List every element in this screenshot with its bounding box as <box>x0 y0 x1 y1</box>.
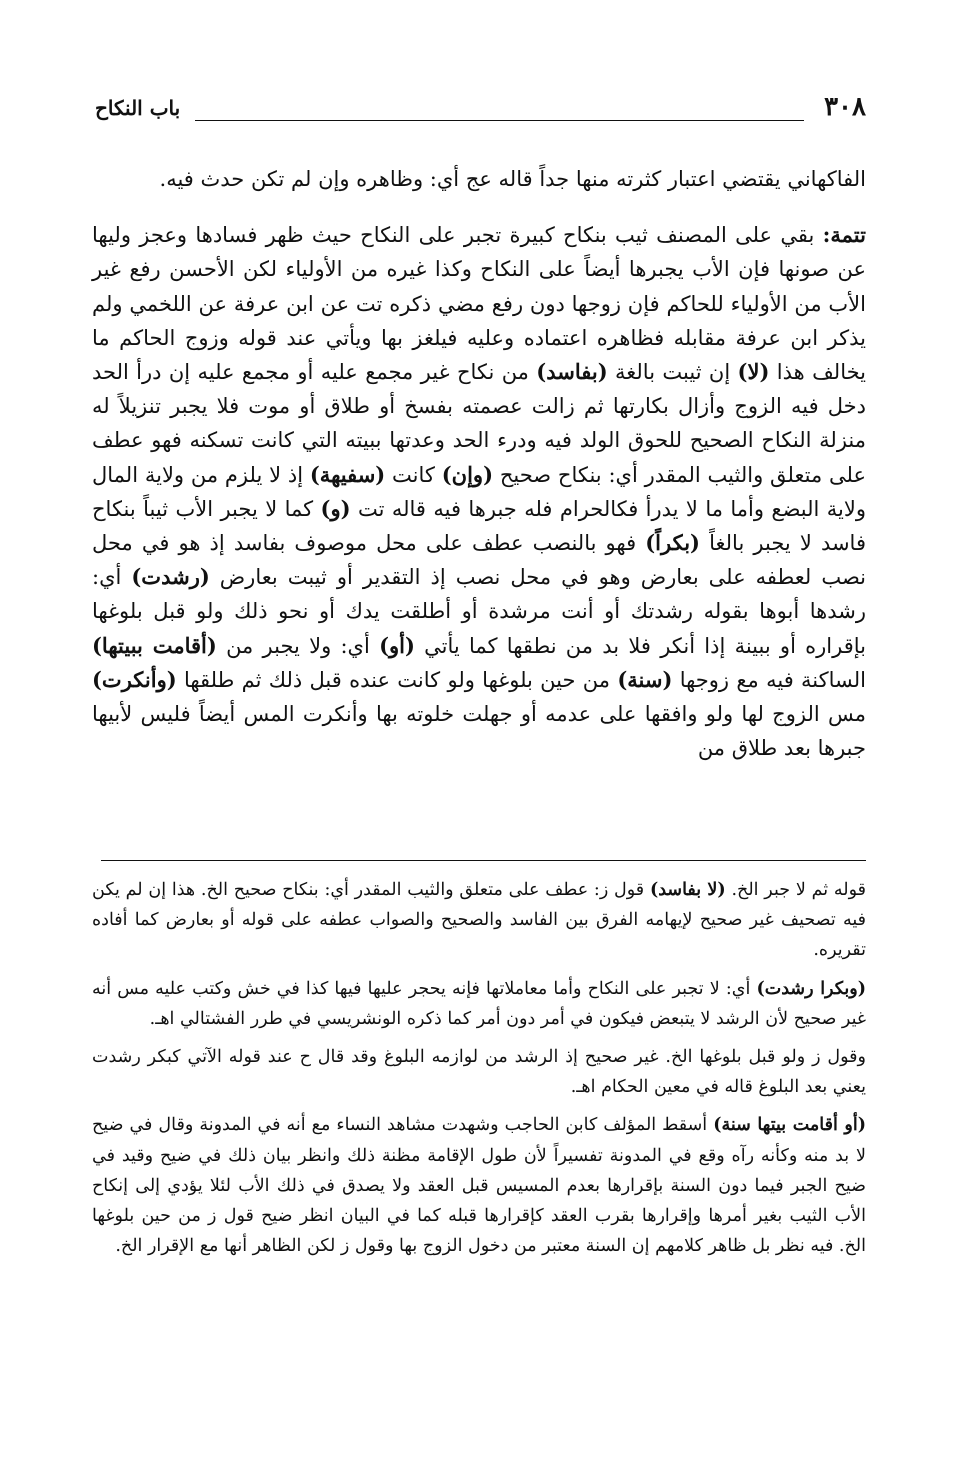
text-run: إن ثيبت بالغة <box>607 360 738 385</box>
keyword: (أقامت ببيتها) <box>92 632 217 658</box>
keyword: (رشدت) <box>131 564 210 590</box>
keyword: (وإن) <box>441 461 494 487</box>
text-run: بقي على المصنف ثيب بنكاح كبيرة تجبر على النكاح حيث ظهر فسادها وعجز وليها عن صونها فإن الأب يجبرها أيضاً على النكاح وكذا غيره من الأولياء لكن الأحسن رفع غير الأب من الأولياء للحاكم فإن زوجها دون رفع مضي ذكره تت عن ابن عرفة عن اللخمي ولم يذكر ابن عرفة مقابله فظاهره اعتماده وعليه فيلغز بها ويأتي عند قوله وزوج الحاكم ما يخالف هذا <box>92 223 866 385</box>
page-header <box>95 88 866 130</box>
main-text <box>92 162 866 765</box>
text-run: أي: رشدها أبوها بقوله رشدتك أو أنت مرشدة أو أطلقت يدك أو نحو ذلك ولو قبل بلوغها بإقراره أو ببينة إذا أنكر فلا بد من نطقها كما يأتي <box>92 565 866 658</box>
page-number: ٣٠٨ <box>824 92 866 122</box>
keyword: (سنة) <box>617 666 673 692</box>
footnote-4 <box>92 1110 866 1261</box>
text-run: أسقط المؤلف كابن الحاجب وشهدت مشاهد النساء مع أنه في المدونة وقال في ضيح لا بد منه وكأنه رآه وقع في المدونة تفسيراً لأن طول الإقامة مظنة ذلك وانظر بيان ذلك في ضيح وقيد في ضيح الجبر فيما دون السنة بإقرارها بعدم المسيس قبل العقد ولا يصدق في ذلك الأب لئلا يؤدي إلى إنكاح الأب الثيب بغير أمرها وإقرارها بقرب العقد كإقرارها قبله كما في البيان انظر ضيح قول ز من حين بلوغها الخ. فيه نظر بل ظاهر كلامهم إن السنة معتبر من دخول الزوج بها وقول ز لكن الظاهر أنها مع الإقرار الخ. <box>92 1115 866 1257</box>
keyword: (وأنكرت) <box>92 666 177 692</box>
text-run: مس الزوج لها ولو وافقها على عدمه أو جهلت خلوته بها وأنكرت المس أيضاً فليس لأبيها جبرها بعد طلاق من <box>92 702 866 761</box>
keyword: (و) <box>320 495 351 521</box>
header-rule <box>195 120 804 121</box>
text-run: قوله ثم لا جبر الخ. <box>725 880 866 900</box>
keyword: (سفيهة) <box>309 461 386 487</box>
text-run: قول ز: عطف على متعلق والثيب المقدر أي: بنكاح صحيح الخ. هذا إن لم يكن فيه تصحيف غير صحيح لإيهامه الفرق بين الفاسد والصحيح والصواب عطفه على قوله أو بعارض كما أفاده تقريره. <box>92 880 866 961</box>
text-run: كانت <box>385 462 442 487</box>
text-run: أي: ولا يجبر من <box>216 633 380 658</box>
keyword: (بكراً) <box>645 530 700 556</box>
text-run: من حين بلوغها ولو كانت عنده قبل ذلك ثم طلقها <box>176 667 618 692</box>
keyword: (لا) <box>737 359 770 385</box>
footnote-separator <box>101 860 866 861</box>
footnotes <box>92 875 866 1269</box>
intro-paragraph: الفاكهاني يقتضي اعتبار كثرته منها جداً قاله عج أي: وظاهره وإن لم تكن حدث فيه. <box>159 167 866 191</box>
keyword: (أو أقامت بيتها سنة) <box>713 1115 866 1136</box>
footnote-1 <box>92 875 866 966</box>
chapter-title: باب النكاح <box>95 96 181 120</box>
tatimma-label: تتمة: <box>822 222 866 248</box>
text-run: كما لا يجبر الأب ثيباً بنكاح فاسد لا يجبر بالغاً <box>92 496 866 556</box>
keyword: (بفاسد) <box>536 359 608 385</box>
keyword: (أو) <box>379 632 415 658</box>
tatimma-paragraph <box>92 218 866 765</box>
text-run: إذ لا يلزم من ولاية المال ولاية البضع وأما ما لا يدرأ فكالحرام فله جبرها فيه قاله تت <box>92 462 867 521</box>
text-run: من نكاح غير مجمع عليه أو مجمع عليه إن درأ الحد دخل فيه الزوج وأزال بكارتها ثم زالت عصمته بفسخ أو طلاق أو موت فلا يجبر تنزيلاً له منزلة النكاح الصحيح للحوق الولد فيه ودرء الحد وعدتها ببيته التي كانت تسكنه فهو عطف على متعلق والثيب المقدر أي: بنكاح صحيح <box>92 360 867 487</box>
text-run: الساكنة فيه مع زوجها <box>672 667 867 692</box>
keyword: (وبكرا رشدت) <box>756 978 866 999</box>
text-run: أي: لا تجبر على النكاح وأما معاملاتها فإنه يحجر عليها فيها كذا في خش وكتب عليه مس أنه غير صحيح لأن الرشد لا يتبعض فيكون في أمر دون أمر كما ذكره الونشريسي في طرر الفشتالي اهـ. <box>92 978 866 1029</box>
text-run: فهو بالنصب عطف على محل موصوف بفاسد إذ هو في محل نصب لعطفه على بعارض وهو في محل نصب إذ التقدير أو ثيبت بعارض <box>92 531 867 590</box>
footnote-3: وقول ز ولو قبل بلوغها الخ. غير صحيح إذ الرشد من لوازمه البلوغ وقد قال ح عند قوله الآتي كبكر رشدت يعني بعد البلوغ قاله في معين الحكام اهـ. <box>92 1047 866 1098</box>
keyword: (لا بفاسد) <box>649 880 726 900</box>
footnote-2 <box>92 974 866 1034</box>
